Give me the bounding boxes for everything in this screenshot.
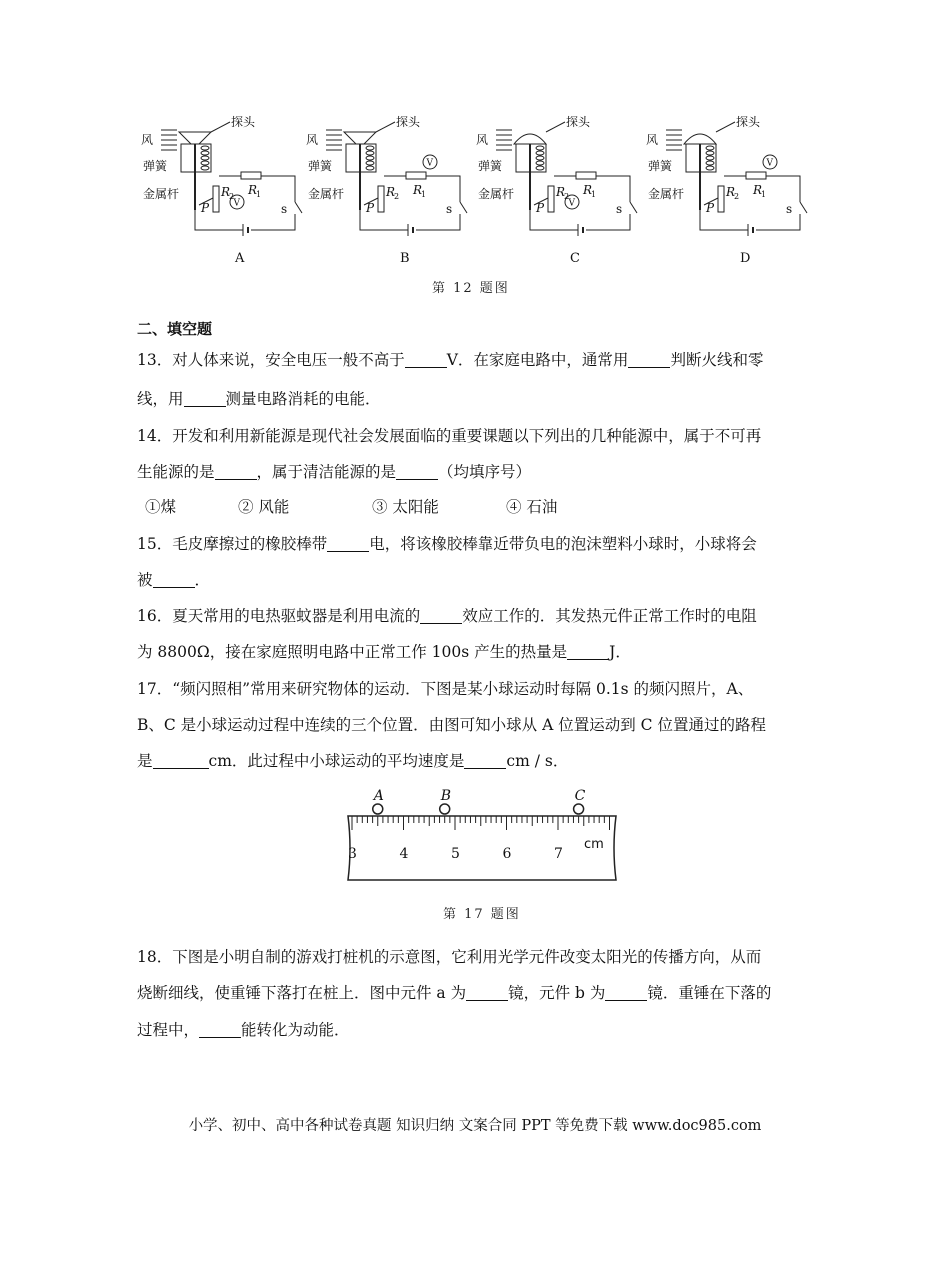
resistor-r2 (378, 186, 384, 212)
ruler-body (348, 816, 616, 880)
answer-blank[interactable] (327, 535, 369, 552)
r1-label: R (753, 183, 763, 197)
q14-text: （均填序号） (438, 463, 532, 481)
q16-text: 效应工作的．其发热元件正常工作时的电阻 (462, 607, 757, 625)
probe-icon (514, 134, 546, 144)
q13-text: 判断火线和零 (670, 351, 764, 369)
q13-line-1 (137, 350, 763, 370)
q14-text: 14．开发和利用新能源是现代社会发展面临的重要课题以下列出的几种能源中，属于不可再 (137, 427, 762, 445)
switch (630, 202, 637, 213)
circuit-a (141, 114, 302, 266)
r1-label: R (248, 183, 258, 197)
r1-label: R (413, 183, 423, 197)
spring-coil (201, 166, 209, 170)
answer-blank[interactable] (628, 351, 670, 368)
voltmeter-label: V (426, 158, 433, 169)
probe-label: 探头 (396, 115, 421, 129)
q18-text: 过程中， (137, 1021, 200, 1039)
rod-label: 金属杆 (648, 187, 685, 201)
r1-subscript: 1 (421, 190, 427, 199)
spring-coil (536, 166, 544, 170)
probe-pointer (211, 122, 230, 132)
q13-text: 线，用 (137, 390, 184, 408)
rod-label: 金属杆 (308, 187, 345, 201)
q16-text: 16．夏天常用的电热驱蚊器是利用电流的 (137, 607, 421, 625)
answer-blank[interactable] (605, 984, 647, 1001)
q17-text: 是 (137, 752, 153, 770)
answer-blank[interactable] (405, 351, 447, 368)
spring-coil (366, 151, 374, 155)
probe-icon (684, 134, 716, 144)
answer-blank[interactable] (184, 390, 226, 407)
answer-blank[interactable] (396, 463, 438, 480)
q14-line-2 (137, 462, 531, 482)
q17-line-3 (137, 751, 568, 771)
answer-blank[interactable] (153, 752, 209, 769)
q18-text: 镜．重锤在下落的 (647, 984, 772, 1002)
section-title: 二、填空题 (137, 320, 213, 338)
q16-line-1 (137, 606, 757, 626)
circuit-b (306, 114, 467, 266)
q14-line-1 (137, 426, 761, 446)
r1-label: R (583, 183, 593, 197)
answer-blank[interactable] (567, 643, 609, 660)
figure-12-caption: 第 12 题图 (432, 281, 510, 296)
option-1: ①煤 (145, 498, 177, 516)
spring-coil (536, 156, 544, 160)
option-3: ③ 太阳能 (372, 498, 439, 516)
q15-text: ． (194, 571, 211, 589)
r2-label: R (221, 185, 231, 199)
q18-text: 烧断细线，使重锤下落打在桩上．图中元件 a 为 (137, 984, 467, 1002)
rod-label: 金属杆 (143, 187, 180, 201)
r1-subscript: 1 (256, 190, 262, 199)
spring-coil (706, 151, 714, 155)
answer-blank[interactable] (466, 984, 508, 1001)
spring-coil (366, 161, 374, 165)
wind-label: 风 (476, 133, 489, 147)
spring-coil (201, 156, 209, 160)
answer-blank[interactable] (199, 1021, 241, 1038)
q14-text: 生能源的是 (137, 463, 215, 481)
ruler-tick-label: 6 (502, 846, 512, 862)
spring-coil (536, 161, 544, 165)
circuit-d (646, 114, 807, 266)
resistor-r2 (718, 186, 724, 212)
spring-coil (366, 166, 374, 170)
probe-label: 探头 (736, 115, 761, 129)
figure-17-ruler (340, 786, 622, 886)
resistor-r1 (576, 172, 596, 179)
ball-a (373, 804, 383, 814)
switch-label: s (446, 202, 453, 216)
q17-text: 17．“频闪照相”常用来研究物体的运动．下图是某小球运动时每隔 0.1s 的频闪照片，A、 (137, 680, 754, 698)
resistor-r1 (406, 172, 426, 179)
spring-label: 弹簧 (143, 159, 168, 173)
r1-subscript: 1 (761, 190, 767, 199)
rod-label: 金属杆 (478, 187, 515, 201)
wire (530, 210, 630, 230)
q14-options (145, 497, 557, 517)
probe-icon (344, 132, 376, 144)
q17-text: B、C 是小球运动过程中连续的三个位置．由图可知小球从 A 位置运动到 C 位置通过的路程 (137, 716, 766, 734)
circuit-label: A (235, 251, 245, 266)
wire (360, 210, 460, 230)
option-2: ② 风能 (238, 498, 290, 516)
switch (800, 202, 807, 213)
switch (295, 202, 302, 213)
probe-label: 探头 (231, 115, 256, 129)
r2-label: R (556, 185, 566, 199)
q15-text: 电，将该橡胶棒靠近带负电的泡沫塑料小球时，小球将会 (369, 535, 757, 553)
q16-line-2 (137, 642, 631, 662)
q16-text: J． (609, 643, 631, 661)
voltmeter-label: V (568, 198, 575, 209)
wind-label: 风 (306, 133, 319, 147)
probe-icon (179, 132, 211, 144)
circuit-label: C (570, 251, 580, 266)
q15-text: 15．毛皮摩擦过的橡胶棒带 (137, 535, 328, 553)
q14-text: ，属于清洁能源的是 (256, 463, 397, 481)
q18-text: 镜，元件 b 为 (508, 984, 606, 1002)
switch (460, 202, 467, 213)
q13-text: 测量电路消耗的电能． (225, 390, 381, 408)
q17-text: cm / s． (506, 752, 569, 770)
spring-coil (201, 151, 209, 155)
r2-subscript: 2 (734, 192, 740, 201)
circuit-label: D (740, 251, 751, 266)
answer-blank[interactable] (153, 571, 195, 588)
q18-text: 能转化为动能． (241, 1021, 350, 1039)
q18-line-3 (137, 1020, 350, 1040)
ruler-unit: cm (584, 837, 604, 852)
q13-text: V．在家庭电路中，通常用 (446, 351, 629, 369)
probe-pointer (376, 122, 395, 132)
q17-line-2 (137, 715, 766, 735)
p-label: P (366, 201, 375, 215)
voltmeter-label: V (233, 198, 240, 209)
spring-label: 弹簧 (308, 159, 333, 173)
ball-b (440, 804, 450, 814)
spring-coil (706, 166, 714, 170)
resistor-r1 (746, 172, 766, 179)
spring-label: 弹簧 (648, 159, 673, 173)
r2-subscript: 2 (229, 192, 235, 201)
q18-text: 18．下图是小明自制的游戏打桩机的示意图，它利用光学元件改变太阳光的传播方向，从而 (137, 948, 762, 966)
q17-text: cm．此过程中小球运动的平均速度是 (208, 752, 465, 770)
circuit-c (476, 114, 637, 266)
spring-coil (706, 156, 714, 160)
ball-label: B (440, 788, 451, 804)
probe-pointer (716, 122, 735, 132)
p-label: P (536, 201, 545, 215)
r2-label: R (726, 185, 736, 199)
r1-subscript: 1 (591, 190, 597, 199)
q15-line-1 (137, 534, 757, 554)
switch-label: s (616, 202, 623, 216)
resistor-r1 (241, 172, 261, 179)
switch-label: s (281, 202, 288, 216)
circuit-label: B (400, 251, 410, 266)
wire (195, 210, 295, 230)
resistor-r2 (548, 186, 554, 212)
ruler-tick-label: 3 (348, 846, 357, 862)
answer-blank[interactable] (215, 463, 257, 480)
figure-12-circuits (135, 110, 825, 300)
spring-coil (201, 146, 209, 150)
ruler-tick-label: 4 (399, 846, 409, 862)
q16-text: 为 8800Ω，接在家庭照明电路中正常工作 100s 产生的热量是 (137, 643, 568, 661)
r2-label: R (386, 185, 396, 199)
q15-text: 被 (137, 571, 153, 589)
p-label: P (201, 201, 210, 215)
option-4: ④ 石油 (506, 498, 558, 516)
switch-label: s (786, 202, 793, 216)
answer-blank[interactable] (420, 607, 462, 624)
ruler-tick-label: 7 (554, 846, 563, 862)
probe-pointer (546, 122, 565, 132)
ball-c (574, 804, 584, 814)
spring-coil (366, 156, 374, 160)
r2-subscript: 2 (394, 192, 400, 201)
spring-coil (536, 146, 544, 150)
wire (700, 210, 800, 230)
figure-17-caption: 第 17 题图 (443, 907, 521, 922)
q15-line-2 (137, 570, 210, 590)
answer-blank[interactable] (464, 752, 506, 769)
q13-text: 13．对人体来说，安全电压一般不高于 (137, 351, 405, 369)
spring-coil (706, 146, 714, 150)
q13-line-2 (137, 389, 381, 409)
q17-line-1 (137, 679, 753, 699)
ruler-tick-label: 5 (451, 846, 460, 862)
voltmeter-label: V (766, 158, 773, 169)
q18-line-2 (137, 983, 771, 1003)
spring-coil (706, 161, 714, 165)
wind-label: 风 (646, 133, 659, 147)
p-label: P (706, 201, 715, 215)
spring-coil (201, 161, 209, 165)
page-footer: 小学、初中、高中各种试卷真题 知识归纳 文案合同 PPT 等免费下载 www.doc985.com (188, 1118, 762, 1134)
q18-line-1 (137, 947, 761, 967)
ball-label: A (373, 788, 384, 804)
ball-label: C (574, 788, 586, 804)
spring-label: 弹簧 (478, 159, 503, 173)
probe-label: 探头 (566, 115, 591, 129)
spring-coil (366, 146, 374, 150)
resistor-r2 (213, 186, 219, 212)
r2-subscript: 2 (564, 192, 570, 201)
spring-coil (536, 151, 544, 155)
wind-label: 风 (141, 133, 154, 147)
